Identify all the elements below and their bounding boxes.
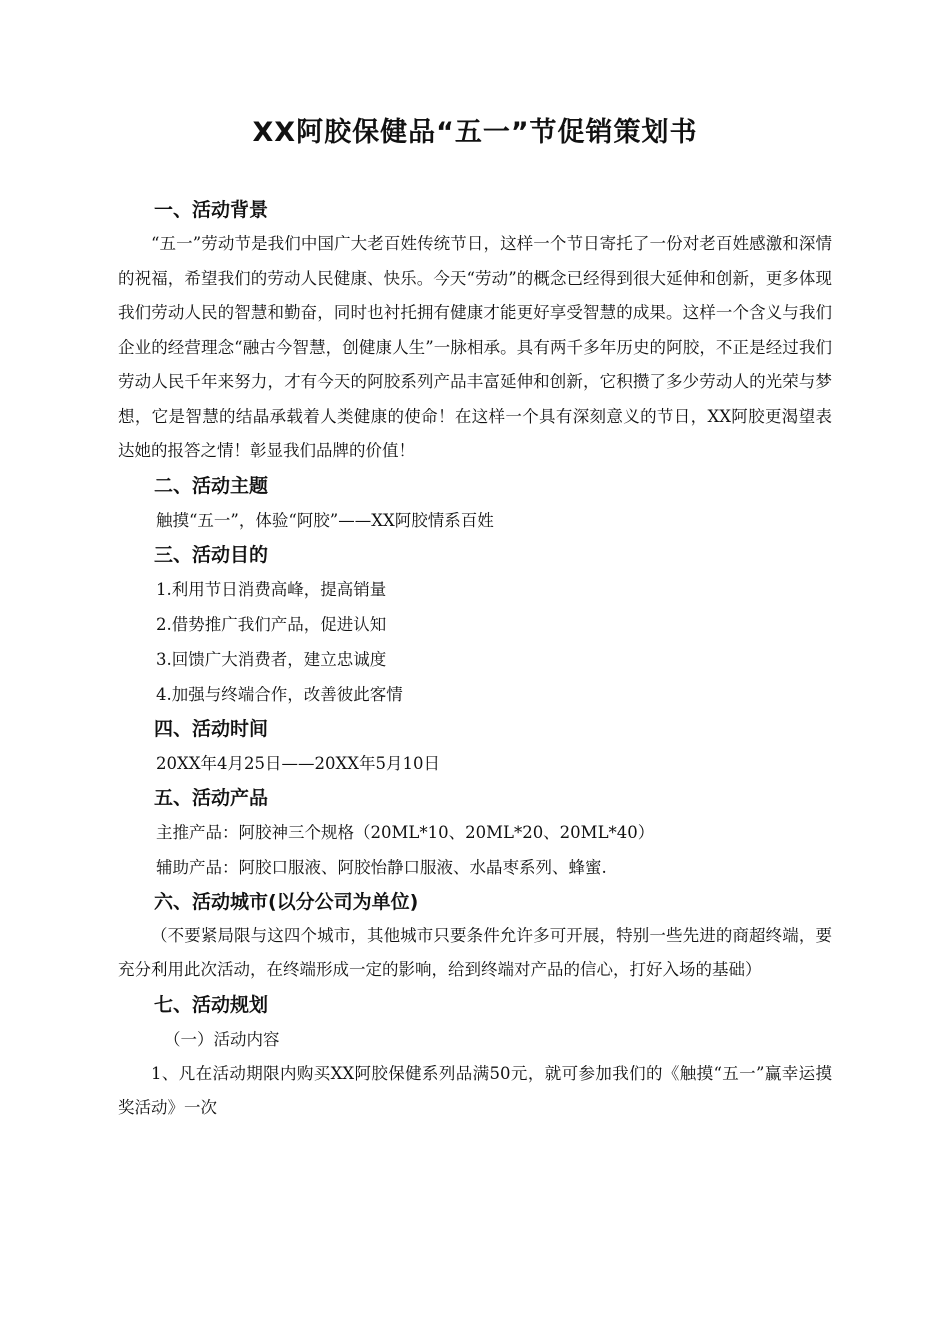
line-activity-theme: 触摸“五一”，体验“阿胶”——XX阿胶情系百姓 bbox=[156, 510, 494, 530]
line-activity-time: 20XX年4月25日——20XX年5月10日 bbox=[156, 753, 440, 773]
heading-activity-products: 五、活动产品 bbox=[154, 786, 269, 809]
heading-activity-time: 四、活动时间 bbox=[154, 717, 269, 740]
heading-activity-cities: 六、活动城市(以分公司为单位) bbox=[154, 890, 419, 913]
heading-activity-background: 一、活动背景 bbox=[154, 199, 269, 221]
list-item-purpose-4: 4.加强与终端合作，改善彼此客情 bbox=[156, 684, 403, 704]
heading-activity-purpose: 三、活动目的 bbox=[154, 543, 269, 566]
heading-activity-planning: 七、活动规划 bbox=[154, 993, 269, 1016]
paragraph-activity-cities: （不要紧局限与这四个城市，其他城市只要条件允许多可开展，特别一些先进的商超终端，要充分利用此次活动，在终端形成一定的影响，给到终端对产品的信心，打好入场的基础） bbox=[118, 925, 832, 979]
heading-activity-theme: 二、活动主题 bbox=[154, 474, 269, 497]
list-item-purpose-1: 1.利用节日消费高峰，提高销量 bbox=[156, 579, 387, 599]
paragraph-activity-background: “五一”劳动节是我们中国广大老百姓传统节日，这样一个节日寄托了一份对老百姓感激和深情的祝福，希望我们的劳动人民健康、快乐。今天“劳动”的概念已经得到很大延伸和创新，更多体现我们劳动人民的智慧和勤奋，同时也衬托拥有健康才能更好享受智慧的成果。这样一个含义与我们企业的经营理念“融古今智慧，创健康人生”一脉相承。具有两千多年历史的阿胶，不正是经过我们劳动人民千年来努力，才有今天的阿胶系列产品丰富延伸和创新，它积攒了多少劳动人的光荣与梦想，它是智慧的结晶承载着人类健康的使命！在这样一个具有深刻意义的节日，XX阿胶更渴望表达她的报答之情！彰显我们品牌的价值！ bbox=[118, 234, 832, 460]
line-main-products: 主推产品：阿胶神三个规格（20ML*10、20ML*20、20ML*40） bbox=[156, 822, 655, 842]
paragraph-activity-content: 1、凡在活动期限内购买XX阿胶保健系列品满50元，就可参加我们的《触摸“五一”赢幸运摸奖活动》一次 bbox=[118, 1063, 832, 1117]
line-aux-products: 辅助产品：阿胶口服液、阿胶怡静口服液、水晶枣系列、蜂蜜. bbox=[156, 857, 607, 877]
list-item-purpose-3: 3.回馈广大消费者，建立忠诚度 bbox=[156, 649, 387, 669]
document-title: XX阿胶保健品“五一”节促销策划书 bbox=[252, 117, 698, 148]
subheading-activity-content: （一）活动内容 bbox=[164, 1029, 280, 1049]
list-item-purpose-2: 2.借势推广我们产品，促进认知 bbox=[156, 614, 387, 634]
